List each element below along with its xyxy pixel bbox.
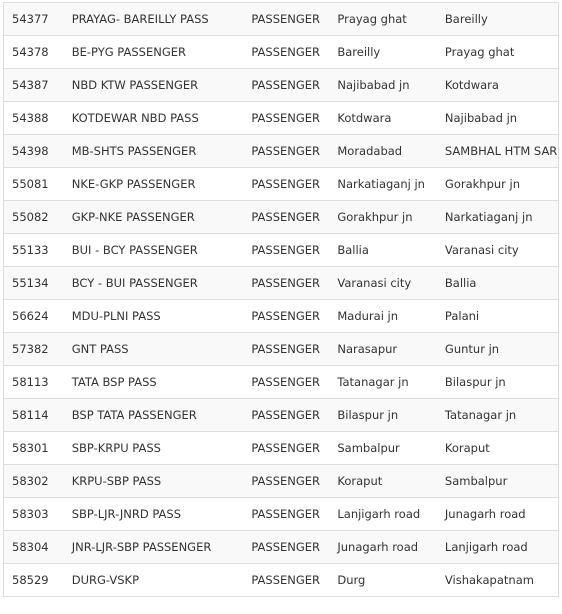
train-from: Moradabad <box>329 135 437 168</box>
train-from: Ballia <box>329 234 437 267</box>
train-to: Lanjigarh road <box>437 531 559 564</box>
train-name: NBD KTW PASSENGER <box>64 69 244 102</box>
train-from: Junagarh road <box>329 531 437 564</box>
train-number: 54398 <box>4 135 64 168</box>
table-row[interactable] <box>4 234 559 267</box>
train-from: Bareilly <box>329 36 437 69</box>
train-type: PASSENGER <box>243 465 329 498</box>
train-type: PASSENGER <box>243 564 329 597</box>
train-name: KOTDEWAR NBD PASS <box>64 102 244 135</box>
train-type: PASSENGER <box>243 366 329 399</box>
train-type: PASSENGER <box>243 201 329 234</box>
train-to: Sambalpur <box>437 465 559 498</box>
train-number: 58301 <box>4 432 64 465</box>
train-number: 56624 <box>4 300 64 333</box>
train-from: Narkatiaganj jn <box>329 168 437 201</box>
train-to: Bareilly <box>437 3 559 36</box>
train-type: PASSENGER <box>243 300 329 333</box>
train-name: SBP-LJR-JNRD PASS <box>64 498 244 531</box>
train-number: 55081 <box>4 168 64 201</box>
train-from: Tatanagar jn <box>329 366 437 399</box>
train-list-body <box>4 3 559 597</box>
train-name: BE-PYG PASSENGER <box>64 36 244 69</box>
train-type: PASSENGER <box>243 36 329 69</box>
train-name: NKE-GKP PASSENGER <box>64 168 244 201</box>
train-name: GNT PASS <box>64 333 244 366</box>
table-row[interactable] <box>4 168 559 201</box>
train-from: Najibabad jn <box>329 69 437 102</box>
train-type: PASSENGER <box>243 3 329 36</box>
train-type: PASSENGER <box>243 267 329 300</box>
table-row[interactable] <box>4 531 559 564</box>
table-row[interactable] <box>4 399 559 432</box>
train-to: Bilaspur jn <box>437 366 559 399</box>
train-number: 58529 <box>4 564 64 597</box>
train-to: Junagarh road <box>437 498 559 531</box>
table-row[interactable] <box>4 135 559 168</box>
train-name: GKP-NKE PASSENGER <box>64 201 244 234</box>
train-name: MB-SHTS PASSENGER <box>64 135 244 168</box>
table-row[interactable] <box>4 3 559 36</box>
table-row[interactable] <box>4 366 559 399</box>
train-to: Varanasi city <box>437 234 559 267</box>
train-from: Lanjigarh road <box>329 498 437 531</box>
train-to: Koraput <box>437 432 559 465</box>
train-type: PASSENGER <box>243 69 329 102</box>
train-name: BUI - BCY PASSENGER <box>64 234 244 267</box>
table-row[interactable] <box>4 465 559 498</box>
train-type: PASSENGER <box>243 168 329 201</box>
train-number: 55134 <box>4 267 64 300</box>
table-row[interactable] <box>4 498 559 531</box>
train-name: TATA BSP PASS <box>64 366 244 399</box>
table-row[interactable] <box>4 333 559 366</box>
train-type: PASSENGER <box>243 432 329 465</box>
train-type: PASSENGER <box>243 498 329 531</box>
train-from: Narasapur <box>329 333 437 366</box>
train-number: 54378 <box>4 36 64 69</box>
train-name: KRPU-SBP PASS <box>64 465 244 498</box>
train-type: PASSENGER <box>243 531 329 564</box>
train-to: Narkatiaganj jn <box>437 201 559 234</box>
train-to: Najibabad jn <box>437 102 559 135</box>
train-number: 57382 <box>4 333 64 366</box>
train-from: Sambalpur <box>329 432 437 465</box>
table-row[interactable] <box>4 69 559 102</box>
train-list-table <box>3 2 559 597</box>
train-from: Gorakhpur jn <box>329 201 437 234</box>
train-name: DURG-VSKP <box>64 564 244 597</box>
train-to: Vishakapatnam <box>437 564 559 597</box>
train-from: Prayag ghat <box>329 3 437 36</box>
train-from: Varanasi city <box>329 267 437 300</box>
train-to: Guntur jn <box>437 333 559 366</box>
train-to: SAMBHAL HTM SAR <box>437 135 559 168</box>
train-name: BSP TATA PASSENGER <box>64 399 244 432</box>
train-from: Bilaspur jn <box>329 399 437 432</box>
train-from: Durg <box>329 564 437 597</box>
train-name: SBP-KRPU PASS <box>64 432 244 465</box>
table-row[interactable] <box>4 300 559 333</box>
train-name: MDU-PLNI PASS <box>64 300 244 333</box>
table-row[interactable] <box>4 201 559 234</box>
train-number: 58304 <box>4 531 64 564</box>
train-name: PRAYAG- BAREILLY PASS <box>64 3 244 36</box>
train-number: 54387 <box>4 69 64 102</box>
train-to: Palani <box>437 300 559 333</box>
train-number: 58114 <box>4 399 64 432</box>
train-number: 58113 <box>4 366 64 399</box>
train-number: 54388 <box>4 102 64 135</box>
train-to: Kotdwara <box>437 69 559 102</box>
train-type: PASSENGER <box>243 399 329 432</box>
train-to: Gorakhpur jn <box>437 168 559 201</box>
train-from: Koraput <box>329 465 437 498</box>
train-number: 58303 <box>4 498 64 531</box>
train-number: 55133 <box>4 234 64 267</box>
train-number: 54377 <box>4 3 64 36</box>
train-to: Ballia <box>437 267 559 300</box>
train-type: PASSENGER <box>243 333 329 366</box>
table-row[interactable] <box>4 36 559 69</box>
table-row[interactable] <box>4 102 559 135</box>
table-row[interactable] <box>4 267 559 300</box>
train-from: Madurai jn <box>329 300 437 333</box>
train-name: BCY - BUI PASSENGER <box>64 267 244 300</box>
train-to: Prayag ghat <box>437 36 559 69</box>
table-row[interactable] <box>4 432 559 465</box>
table-row[interactable] <box>4 564 559 597</box>
train-number: 55082 <box>4 201 64 234</box>
train-type: PASSENGER <box>243 234 329 267</box>
train-type: PASSENGER <box>243 135 329 168</box>
train-number: 58302 <box>4 465 64 498</box>
train-type: PASSENGER <box>243 102 329 135</box>
train-name: JNR-LJR-SBP PASSENGER <box>64 531 244 564</box>
train-to: Tatanagar jn <box>437 399 559 432</box>
train-from: Kotdwara <box>329 102 437 135</box>
